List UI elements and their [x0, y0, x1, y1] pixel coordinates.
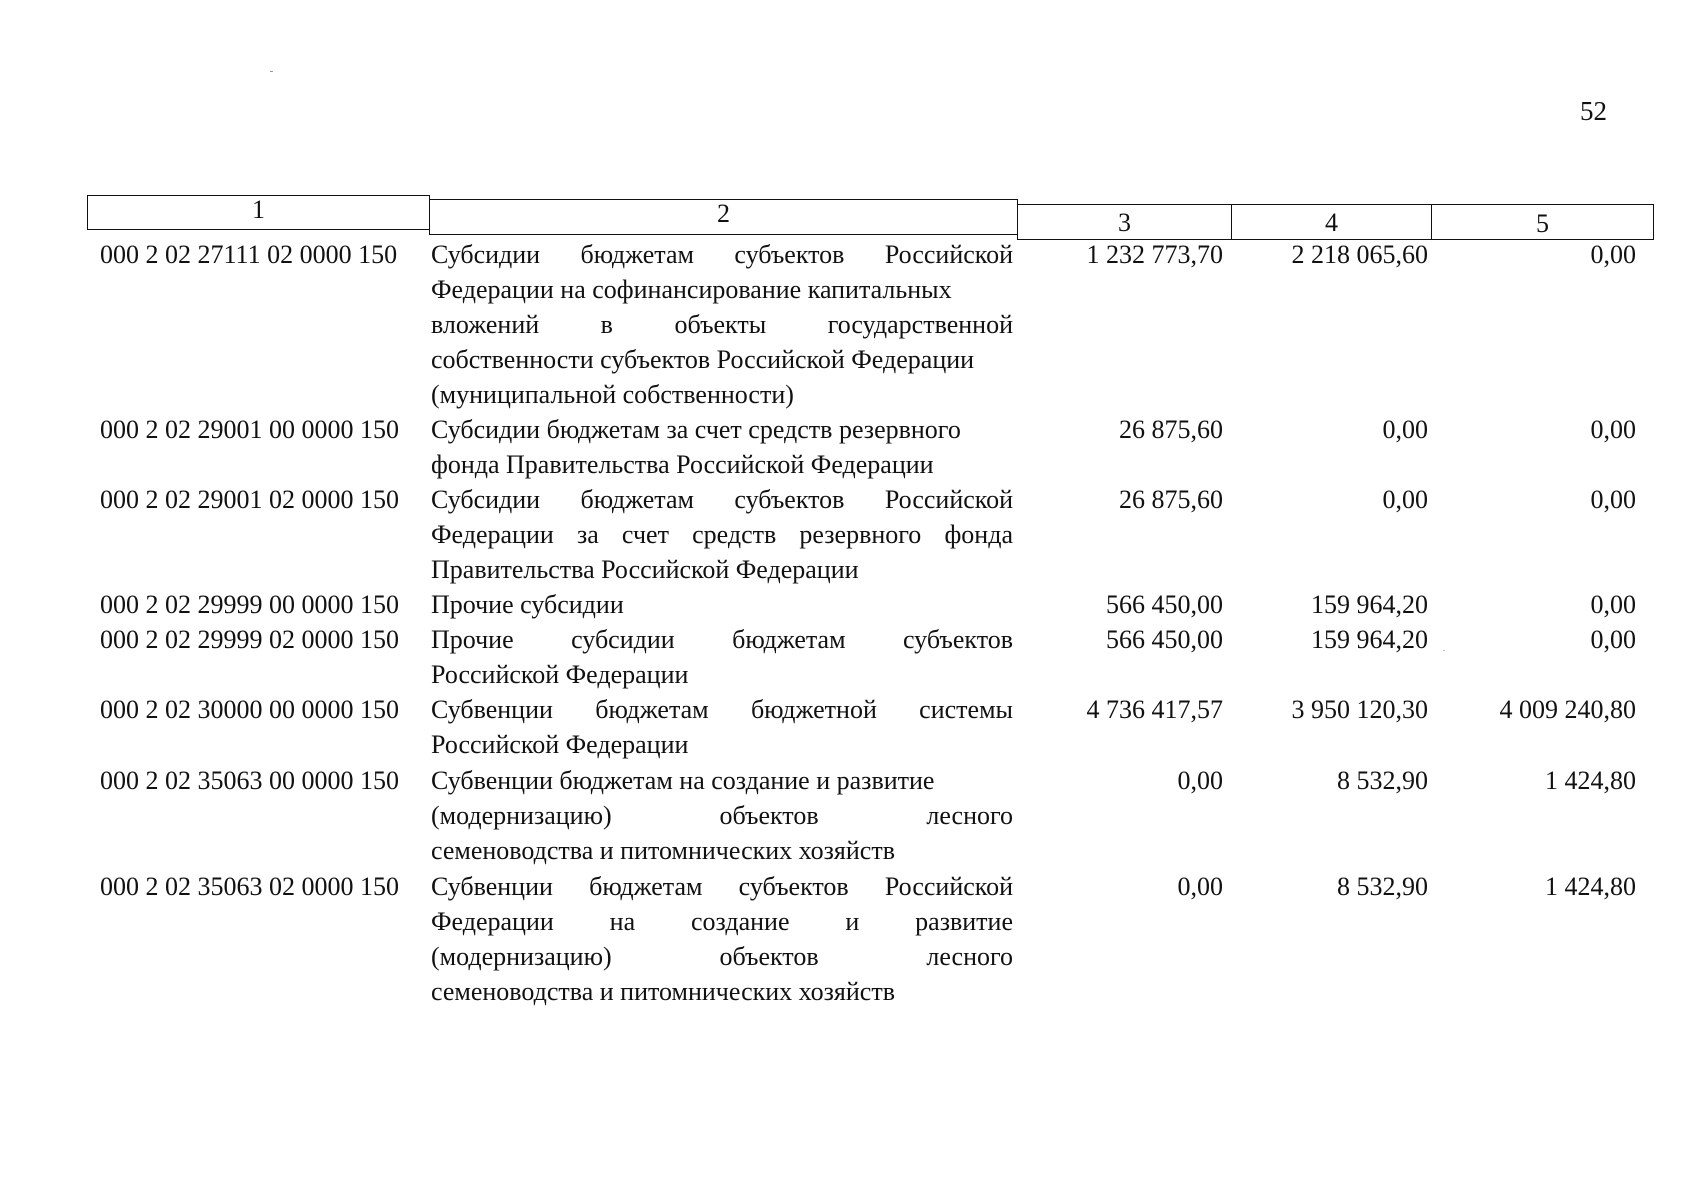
- description-line: Российской Федерации: [431, 660, 689, 689]
- page-number: 52: [1580, 96, 1607, 126]
- value-col-4: 0,00: [1382, 415, 1428, 444]
- description-line: Правительства Российской Федерации: [431, 555, 859, 584]
- description-line: Федерации на софинансирование капитальных: [431, 275, 952, 304]
- description-line: Российской Федерации: [431, 730, 689, 759]
- header-cell-5: 5: [1431, 204, 1654, 240]
- description-line: собственности субъектов Российской Федерации: [431, 345, 975, 374]
- description-line: (муниципальной собственности): [431, 380, 794, 409]
- value-col-5: 0,00: [1590, 485, 1636, 514]
- description-line: Субсидии бюджетам субъектов Российской: [431, 485, 1013, 514]
- row-code: 000 2 02 35063 00 0000 150: [100, 766, 399, 795]
- value-col-3: 1 232 773,70: [1086, 240, 1223, 269]
- description-line: Субвенции бюджетам на создание и развитие: [431, 766, 935, 795]
- description-line: Прочие субсидии бюджетам субъектов: [431, 625, 1013, 654]
- value-col-5: 4 009 240,80: [1499, 695, 1636, 724]
- description-line: семеноводства и питомнических хозяйств: [431, 977, 895, 1006]
- value-col-4: 159 964,20: [1311, 625, 1428, 654]
- value-col-5: 1 424,80: [1545, 872, 1636, 901]
- header-cell-4: 4: [1231, 204, 1432, 240]
- description-line: Федерации за счет средств резервного фонда: [431, 520, 1013, 549]
- value-col-4: 3 950 120,30: [1291, 695, 1428, 724]
- row-description: [431, 237, 1013, 412]
- value-col-3: 26 875,60: [1119, 485, 1223, 514]
- row-code: 000 2 02 29999 00 0000 150: [100, 590, 399, 619]
- value-col-5: 0,00: [1590, 590, 1636, 619]
- value-col-3: 26 875,60: [1119, 415, 1223, 444]
- description-line: вложений в объекты государственной: [431, 310, 1013, 339]
- value-col-3: 0,00: [1177, 766, 1223, 795]
- description-line: фонда Правительства Российской Федерации: [431, 450, 934, 479]
- description-line: Федерации на создание и развитие: [431, 907, 1013, 936]
- value-col-3: 4 736 417,57: [1086, 695, 1223, 724]
- value-col-4: 8 532,90: [1337, 766, 1428, 795]
- value-col-3: 0,00: [1177, 872, 1223, 901]
- description-line: (модернизацию) объектов лесного: [431, 801, 1013, 830]
- description-line: (модернизацию) объектов лесного: [431, 942, 1013, 971]
- value-col-5: 0,00: [1590, 625, 1636, 654]
- header-cell-2: 2: [429, 199, 1018, 235]
- description-line: Субвенции бюджетам бюджетной системы: [431, 695, 1013, 724]
- value-col-5: 0,00: [1590, 415, 1636, 444]
- header-cell-1: 1: [87, 195, 430, 230]
- row-description: [431, 763, 1013, 868]
- value-col-4: 8 532,90: [1337, 872, 1428, 901]
- value-col-5: 1 424,80: [1545, 766, 1636, 795]
- value-col-4: 2 218 065,60: [1291, 240, 1428, 269]
- row-code: 000 2 02 35063 02 0000 150: [100, 872, 399, 901]
- description-line: семеноводства и питомнических хозяйств: [431, 836, 895, 865]
- row-description: [431, 482, 1013, 587]
- row-description: [431, 622, 1013, 692]
- description-line: Субсидии бюджетам за счет средств резервного: [431, 415, 961, 444]
- value-col-4: 0,00: [1382, 485, 1428, 514]
- description-line: Субсидии бюджетам субъектов Российской: [431, 240, 1013, 269]
- value-col-3: 566 450,00: [1106, 590, 1223, 619]
- row-description: [431, 412, 1013, 482]
- header-cell-3: 3: [1017, 204, 1232, 240]
- description-line: Прочие субсидии: [431, 590, 624, 619]
- row-code: 000 2 02 29001 00 0000 150: [100, 415, 399, 444]
- description-line: Субвенции бюджетам субъектов Российской: [431, 872, 1013, 901]
- row-code: 000 2 02 29001 02 0000 150: [100, 485, 399, 514]
- row-description: [431, 692, 1013, 762]
- row-code: 000 2 02 30000 00 0000 150: [100, 695, 399, 724]
- scan-speck: [270, 71, 273, 72]
- value-col-4: 159 964,20: [1311, 590, 1428, 619]
- row-code: 000 2 02 29999 02 0000 150: [100, 625, 399, 654]
- value-col-5: 0,00: [1590, 240, 1636, 269]
- row-description: [431, 587, 1013, 622]
- row-description: [431, 869, 1013, 1009]
- value-col-3: 566 450,00: [1106, 625, 1223, 654]
- row-code: 000 2 02 27111 02 0000 150: [100, 240, 398, 269]
